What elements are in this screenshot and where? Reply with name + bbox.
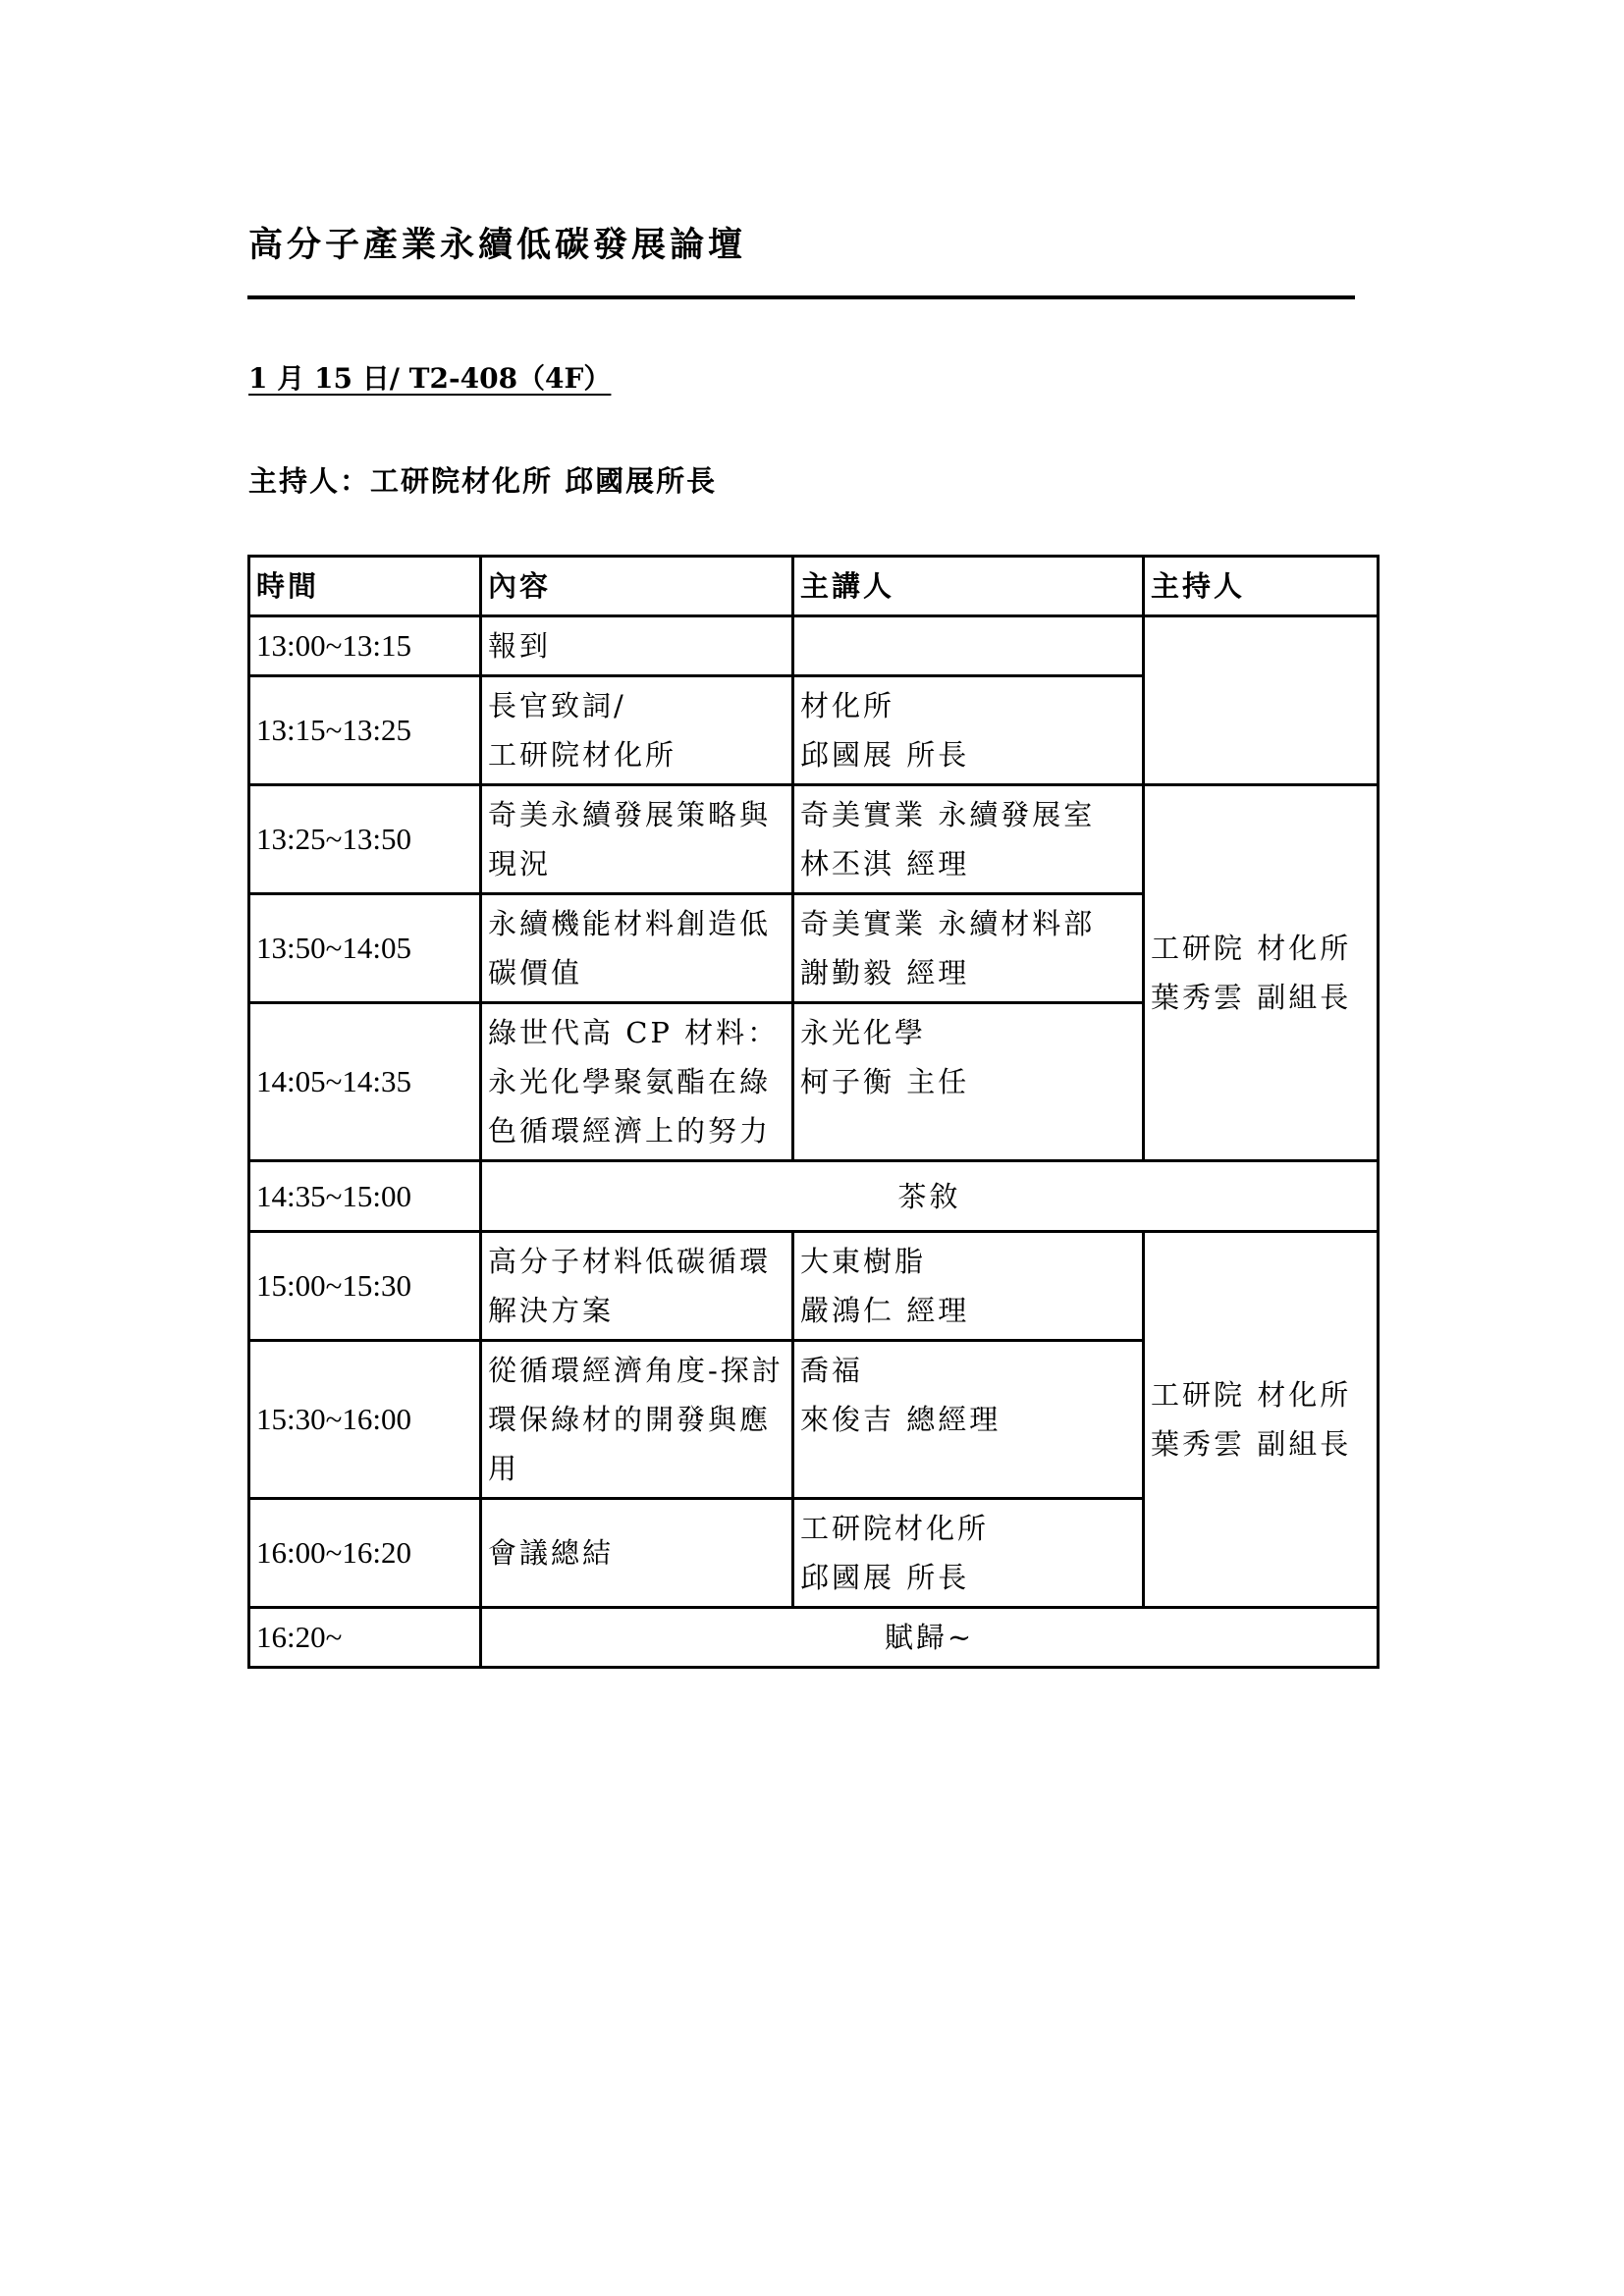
time-cell: 13:25~13:50 [249,785,481,894]
time-cell: 13:50~14:05 [249,894,481,1003]
header-time: 時間 [249,557,481,616]
speaker-cell [793,616,1144,676]
time-cell: 13:00~13:15 [249,616,481,676]
header-speaker: 主講人 [793,557,1144,616]
header-moderator: 主持人 [1144,557,1379,616]
speaker-line: 謝勤毅 經理 [800,956,970,989]
break-cell: 茶敘 [481,1161,1379,1232]
content-line: 長官致詞/ [488,689,626,722]
content-cell [481,785,793,894]
content-line: 現況 [488,847,552,881]
speaker-line: 喬福 [800,1354,864,1387]
moderator-line: 工研院 材化所 [1151,932,1352,965]
moderator-line: 工研院 材化所 [1151,1378,1352,1412]
time-cell: 14:05~14:35 [249,1003,481,1161]
session-host: 主持人：工研院材化所 邱國展所長 [248,464,718,498]
content-line: 環保綠材的開發與應 [488,1403,772,1436]
speaker-line: 來俊吉 總經理 [800,1403,1001,1436]
moderator-line: 葉秀雲 副組長 [1151,981,1352,1014]
moderator-cell-empty [1144,616,1379,785]
speaker-cell [793,1499,1144,1608]
content-line: 工研院材化所 [488,738,677,772]
time-cell: 15:30~16:00 [249,1341,481,1499]
speaker-line: 奇美實業 永續發展室 [800,798,1096,831]
speaker-cell [793,676,1144,785]
content-cell [481,616,793,676]
speaker-cell [793,894,1144,1003]
title-divider [247,295,1355,299]
table-row [249,616,1379,676]
page-title: 高分子產業永續低碳發展論壇 [248,225,747,265]
speaker-line: 大東樹脂 [800,1245,927,1278]
content-line: 永續機能材料創造低 [488,907,772,940]
speaker-line: 奇美實業 永續材料部 [800,907,1096,940]
speaker-line: 永光化學 [800,1016,927,1049]
closing-cell: 賦歸~ [481,1608,1379,1668]
agenda-table [247,555,1380,1669]
speaker-line: 柯子衡 主任 [800,1065,970,1098]
speaker-line: 材化所 [800,689,895,722]
content-line: 碳價值 [488,956,583,989]
content-line: 永光化學聚氨酯在綠 [488,1065,772,1098]
content-cell [481,1232,793,1341]
speaker-line: 邱國展 所長 [800,1561,970,1594]
content-cell [481,894,793,1003]
content-line: 從循環經濟角度-探討 [488,1354,784,1387]
content-line: 解決方案 [488,1294,615,1327]
table-row [249,785,1379,894]
time-cell: 15:00~15:30 [249,1232,481,1341]
content-line: 高分子材料低碳循環 [488,1245,772,1278]
speaker-line: 林丕淇 經理 [800,847,970,881]
moderator-cell [1144,785,1379,1161]
moderator-line: 葉秀雲 副組長 [1151,1427,1352,1461]
speaker-line: 嚴鴻仁 經理 [800,1294,970,1327]
speaker-cell [793,1341,1144,1499]
speaker-line: 工研院材化所 [800,1512,990,1545]
table-row [249,1161,1379,1232]
speaker-line: 邱國展 所長 [800,738,970,772]
speaker-cell [793,1232,1144,1341]
content-line: 綠世代高 CP 材料： [488,1016,780,1049]
time-cell: 13:15~13:25 [249,676,481,785]
time-cell: 16:00~16:20 [249,1499,481,1608]
table-row [249,1608,1379,1668]
speaker-cell [793,785,1144,894]
speaker-cell [793,1003,1144,1161]
content-cell [481,1499,793,1608]
session-date-room: 1 月 15 日/ T2-408（4F） [248,362,612,395]
content-line: 奇美永續發展策略與 [488,798,772,831]
content-cell [481,1341,793,1499]
time-cell: 16:20~ [249,1608,481,1668]
header-content: 內容 [481,557,793,616]
table-row [249,1232,1379,1341]
moderator-cell [1144,1232,1379,1608]
content-cell [481,1003,793,1161]
content-cell [481,676,793,785]
content-line: 會議總結 [488,1536,615,1570]
time-cell: 14:35~15:00 [249,1161,481,1232]
content-line: 用 [488,1452,520,1485]
content-line: 色循環經濟上的努力 [488,1114,772,1148]
content-line: 報到 [488,629,552,663]
table-header-row [249,557,1379,616]
